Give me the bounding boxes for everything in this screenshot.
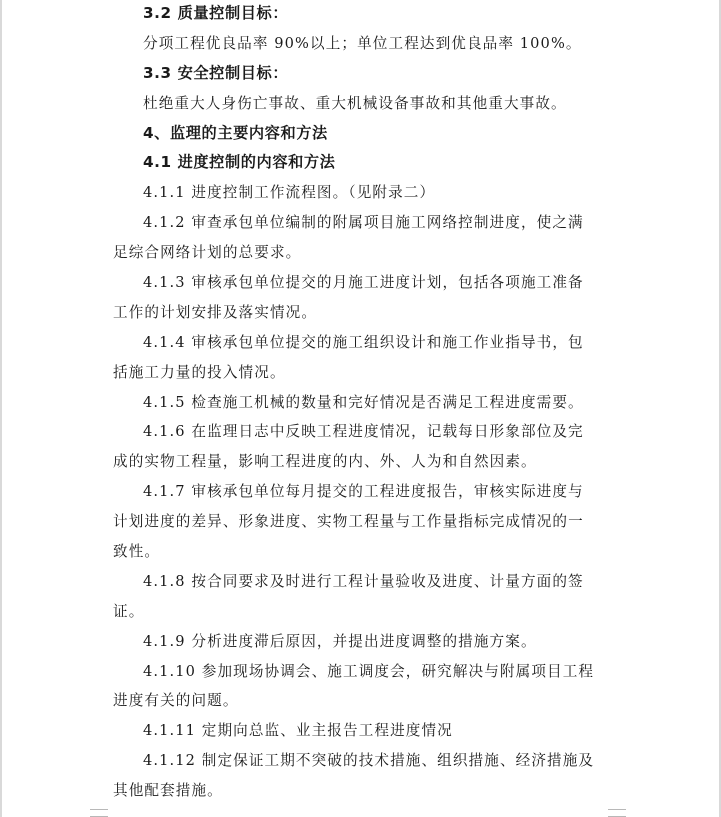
paragraph-line: 杜绝重大人身伤亡事故、重大机械设备事故和其他重大事故。: [143, 94, 567, 112]
paragraph-line: 4.1.10 参加现场协调会、施工调度会，研究解决与附属项目工程: [143, 662, 595, 680]
paragraph-line: 分项工程优良品率 90%以上；单位工程达到优良品率 100%。: [143, 34, 582, 52]
page-corner-mark-right: [608, 809, 626, 817]
paragraph-line: 4.1.12 制定保证工期不突破的技术措施、组织措施、经济措施及: [143, 752, 595, 770]
section-heading: 4、监理的主要内容和方法: [143, 123, 328, 142]
section-heading: 3.2 质量控制目标：: [143, 4, 289, 22]
paragraph-line: 4.1.4 审核承包单位提交的施工组织设计和施工作业指导书，包: [143, 333, 584, 351]
paragraph-line: 工作的计划安排及落实情况。: [113, 303, 318, 321]
paragraph-line: 进度有关的问题。: [113, 692, 239, 710]
page-corner-mark-left: [90, 809, 108, 817]
paragraph-line: 致性。: [113, 543, 161, 561]
paragraph-line: 4.1.9 分析进度滞后原因，并提出进度调整的措施方案。: [143, 632, 537, 650]
paragraph-line: 4.1.8 按合同要求及时进行工程计量验收及进度、计量方面的签: [143, 572, 584, 590]
paragraph-line: 括施工力量的投入情况。: [113, 363, 286, 381]
paragraph-line: 足综合网络计划的总要求。: [113, 244, 302, 262]
paragraph-line: 成的实物工程量，影响工程进度的内、外、人为和自然因素。: [113, 453, 537, 471]
paragraph-line: 4.1.2 审查承包单位编制的附属项目施工网络控制进度，使之满: [143, 214, 584, 232]
paragraph-line: 其他配套措施。: [113, 782, 223, 800]
paragraph-line: 4.1.5 检查施工机械的数量和完好情况是否满足工程进度需要。: [143, 393, 584, 411]
paragraph-line: 4.1.7 审核承包单位每月提交的工程进度报告，审核实际进度与: [143, 483, 584, 501]
page-left-border: [0, 0, 2, 817]
paragraph-line: 4.1.6 在监理日志中反映工程进度情况，记载每日形象部位及完: [143, 423, 584, 441]
section-heading: 3.3 安全控制目标：: [143, 63, 289, 82]
document-page: [113, 0, 613, 806]
paragraph-line: 计划进度的差异、形象进度、实物工程量与工作量指标完成情况的一: [113, 513, 584, 531]
paragraph-line: 4.1.3 审核承包单位提交的月施工进度计划，包括各项施工准备: [143, 274, 584, 292]
section-heading: 4.1 进度控制的内容和方法: [143, 153, 336, 172]
paragraph-line: 4.1.11 定期向总监、业主报告工程进度情况: [143, 722, 453, 740]
paragraph-line: 证。: [113, 602, 145, 620]
paragraph-line: 4.1.1 进度控制工作流程图。（见附录二）: [143, 184, 436, 202]
